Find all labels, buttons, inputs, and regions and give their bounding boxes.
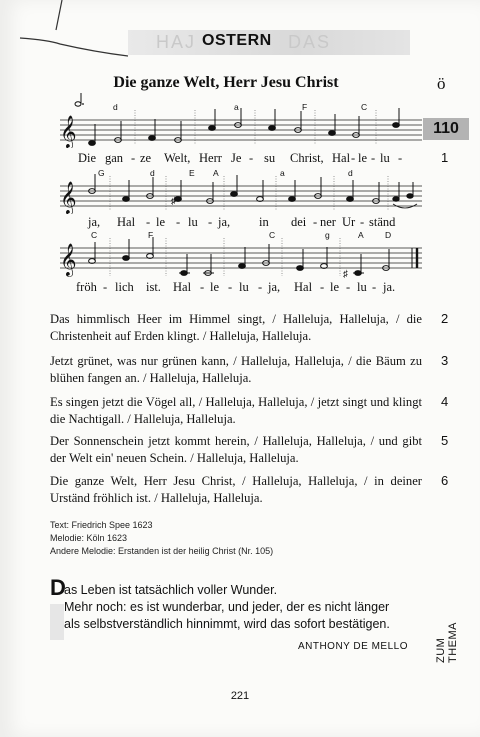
chord: G	[98, 168, 105, 178]
verse-text: Das himmlisch Heer im Himmel singt, / Halleluja, Halleluja, / die Christenheit auf Erden klingt. / Halleluja, Halleluja.	[50, 312, 422, 343]
syllable: ja,	[268, 280, 281, 294]
other-melody-credit: Andere Melodie: Erstanden ist der heilig Christ (Nr. 105)	[50, 546, 274, 556]
syllable: -	[372, 280, 377, 294]
syllable: Die	[78, 151, 97, 165]
chord: a	[234, 102, 239, 112]
chord: C	[269, 230, 276, 240]
page-curl-line	[0, 0, 130, 60]
chord: F	[148, 230, 154, 240]
chord: A	[213, 168, 219, 178]
quote-dropcap: D	[50, 575, 66, 600]
syllable: -	[200, 280, 205, 294]
syllable: ja,	[88, 215, 101, 229]
syllable: -	[131, 151, 136, 165]
syllable: ner	[320, 215, 336, 229]
syllable: lu	[239, 280, 249, 294]
music-staff-1	[60, 108, 422, 148]
syllable: ze	[140, 151, 152, 165]
syllable: -	[360, 215, 365, 229]
music-staff-3	[60, 236, 422, 280]
verse-text: Es singen jetzt die Vögel all, / Halleluja, Halleluja, / jetzt singt und klingt die Nachtigall. / Halleluja, Halleluja.	[50, 395, 422, 426]
syllable: -	[351, 151, 356, 165]
syllable: ist.	[146, 280, 161, 294]
half-note-marker-icon	[74, 92, 84, 108]
verse-text: Die ganze Welt, Herr Jesu Christ, / Halleluja, Halleluja, / in deiner Urständ fröhlich ist. / Halleluja, Halleluja.	[50, 474, 422, 505]
verse-text: Jetzt grünet, was nur grünen kann, / Halleluja, Halleluja, / die Bäum zu blühen fangen an. / Halleluja, Halleluja.	[50, 354, 422, 385]
chord: d	[113, 102, 118, 112]
syllable: lich	[115, 280, 134, 294]
verse-number: 4	[441, 394, 449, 409]
svg-text:𝄞: 𝄞	[60, 181, 77, 214]
header-ghost-text-left: HAJ	[156, 32, 197, 52]
syllable: -	[103, 280, 108, 294]
song-title: Die ganze Welt, Herr Jesu Christ	[113, 74, 339, 91]
side-label: ZUM THEMA	[435, 622, 459, 663]
syllable: gan	[105, 151, 124, 165]
syllable: -	[258, 280, 263, 294]
syllable: ja,	[218, 215, 231, 229]
syllable: -	[146, 215, 151, 229]
syllable: Ur	[342, 215, 356, 229]
chord: a	[280, 168, 285, 178]
quote-line: als selbstverständlich hinnimmt, wird das sofort bestätigen.	[64, 617, 390, 631]
syllable: -	[320, 280, 325, 294]
header-ghost-text-right: DAS	[288, 32, 332, 52]
chord: F	[302, 102, 308, 112]
syllable: -	[228, 280, 233, 294]
syllable: -	[371, 151, 376, 165]
song-symbol: ö	[437, 74, 446, 93]
syllable: in	[259, 215, 269, 229]
syllable: -	[398, 151, 403, 165]
quote-line: as Leben ist tatsächlich voller Wunder.	[64, 583, 278, 597]
verse-number: 6	[441, 473, 449, 488]
syllable: Hal	[117, 215, 136, 229]
verse-number: 1	[441, 150, 449, 165]
syllable: Herr	[199, 151, 222, 165]
quote-marker-bar	[50, 604, 64, 640]
chord: C	[91, 230, 98, 240]
syllable: lu	[380, 151, 390, 165]
song-credits	[50, 519, 273, 558]
quote-line: Mehr noch: es ist wunderbar, und jeder, der es nicht länger	[64, 600, 390, 614]
syllable: -	[346, 280, 351, 294]
syllable: su	[264, 151, 276, 165]
chord: g	[325, 230, 330, 240]
syllable: Welt,	[164, 151, 191, 165]
chord: A	[358, 230, 364, 240]
syllable: lu	[357, 280, 367, 294]
verse-number: 3	[441, 353, 449, 368]
chord: d	[150, 168, 155, 178]
syllable: lu	[188, 215, 198, 229]
chord: D	[385, 230, 392, 240]
syllable: fröh	[76, 280, 97, 294]
verse-number: 5	[441, 433, 449, 448]
section-title: OSTERN	[202, 32, 272, 49]
syllable: -	[208, 215, 213, 229]
syllable: -	[313, 215, 318, 229]
verse-text: Der Sonnenschein jetzt kommt herein, / Halleluja, Halleluja, / und gibt der Welt ein' neuen Schein. / Halleluja, Halleluja.	[50, 434, 422, 465]
chord: E	[189, 168, 195, 178]
syllable: le	[330, 280, 340, 294]
music-staff-2	[60, 174, 422, 214]
melody-credit: Melodie: Köln 1623	[50, 533, 128, 543]
song-number-badge: 110	[423, 118, 469, 140]
syllable: le	[210, 280, 220, 294]
syllable: le	[358, 151, 368, 165]
svg-text:♯: ♯	[343, 269, 348, 280]
syllable: -	[176, 215, 181, 229]
page-number: 221	[230, 690, 250, 702]
syllable: Hal	[294, 280, 313, 294]
chord: d	[348, 168, 353, 178]
chord: C	[361, 102, 368, 112]
syllable: Christ,	[290, 151, 324, 165]
syllable: le	[156, 215, 166, 229]
syllable: ständ	[369, 215, 396, 229]
text-credit: Text: Friedrich Spee 1623	[50, 520, 153, 530]
quote-author: ANTHONY DE MELLO	[297, 641, 408, 652]
verse-number: 2	[441, 311, 449, 326]
syllable: ja.	[383, 280, 396, 294]
svg-text:♯: ♯	[171, 196, 176, 207]
syllable: Je	[231, 151, 242, 165]
syllable: Hal	[332, 151, 351, 165]
syllable: dei	[291, 215, 307, 229]
syllable: -	[249, 151, 254, 165]
svg-text:𝄞: 𝄞	[60, 243, 77, 276]
syllable: Hal	[173, 280, 192, 294]
svg-text:𝄞: 𝄞	[60, 115, 77, 148]
